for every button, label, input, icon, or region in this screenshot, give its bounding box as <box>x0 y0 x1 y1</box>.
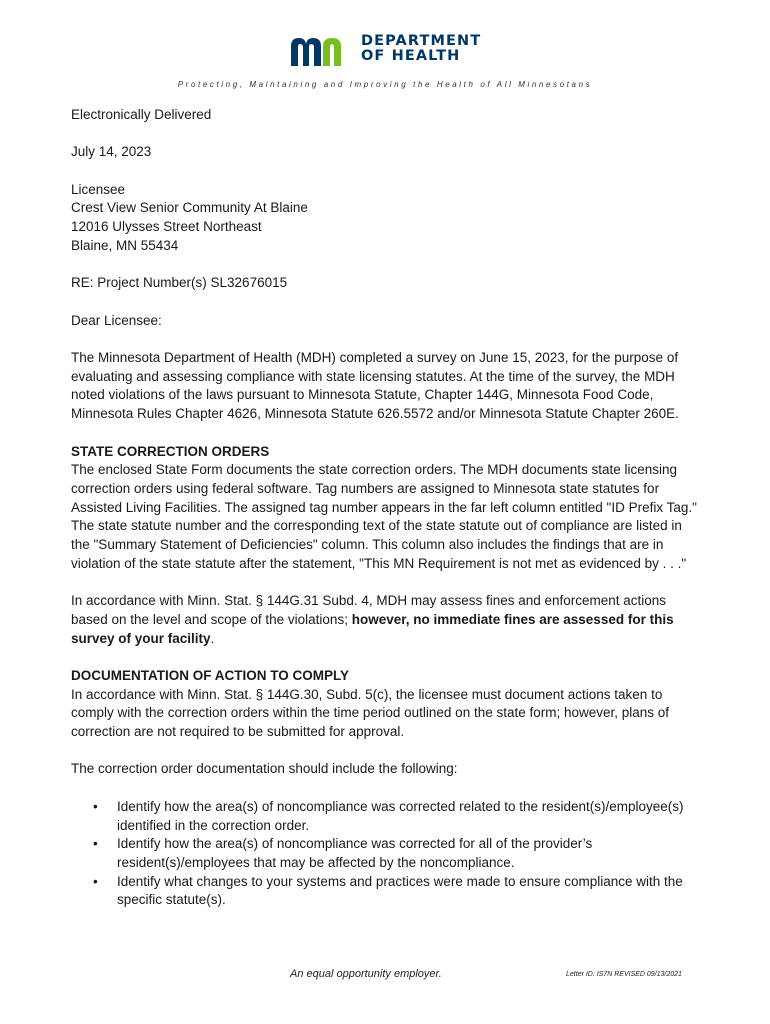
list-item-text: Identify how the area(s) of noncompliance was corrected for all of the provider’s resident(s)/employees that may be affected by the noncompliance. <box>117 836 593 870</box>
intro-paragraph: The Minnesota Department of Health (MDH) completed a survey on June 15, 2023, for the purpose of evaluating and assessing compliance with state licensing statutes. At the time of the survey, the MDH noted violations of the laws pursuant to Minnesota Statute, Chapter 144G, Minnesota Food Code, Minnesota Rules Chapter 4626, Minnesota Statute 626.5572 and/or Minnesota Statute Chapter 260E. <box>71 350 679 422</box>
logo-line-2: OF HEALTH <box>361 48 461 64</box>
requirements-list <box>71 798 701 910</box>
address-line: Crest View Senior Community At Blaine <box>71 200 308 216</box>
re-line: RE: Project Number(s) SL32676015 <box>71 275 288 291</box>
list-item <box>71 835 701 872</box>
logo-line-1: DEPARTMENT <box>361 33 482 49</box>
list-item <box>71 873 701 910</box>
address-line: Licensee <box>71 181 126 197</box>
mn-logo-mark <box>289 36 353 66</box>
logo-wordmark <box>361 34 481 64</box>
list-item <box>71 798 701 835</box>
letter-date: July 14, 2023 <box>71 144 152 160</box>
fines-text: In accordance with Minn. Stat. § 144G.31 Subd. 4, MDH may assess fines and enforcement actions based on the level and scope of the violations; <box>71 593 667 627</box>
section-heading-documentation: DOCUMENTATION OF ACTION TO COMPLY <box>71 667 349 683</box>
salutation: Dear Licensee: <box>71 312 162 328</box>
delivery-method: Electronically Delivered <box>71 107 212 122</box>
section-heading-state-correction: STATE CORRECTION ORDERS <box>71 443 270 459</box>
list-item-text: Identify what changes to your systems and practices were made to ensure compliance with the specific statute(s). <box>117 873 683 908</box>
tagline: Protecting, Maintaining and Improving the Health of All Minnesotans <box>177 80 593 89</box>
documentation-paragraph: In accordance with Minn. Stat. § 144G.30, Subd. 5(c), the licensee must document actions taken to comply with the correction orders within the time period outlined on the state form; however, plans of correction are not required to be submitted for approval. <box>71 686 670 740</box>
letter-body <box>71 106 701 910</box>
fines-end: . <box>210 630 215 646</box>
list-intro: The correction order documentation should include the following: <box>71 761 458 777</box>
fines-paragraph <box>71 592 701 648</box>
mdh-logo <box>289 34 489 70</box>
recipient-address <box>71 181 701 256</box>
bullet-icon: • <box>93 798 98 814</box>
address-line: Blaine, MN 55434 <box>71 237 179 253</box>
list-item-text: Identify how the area(s) of noncompliance was corrected related to the resident(s)/employee(s) identified in the correction order. <box>117 798 684 833</box>
state-correction-paragraph: The enclosed State Form documents the state correction orders. The MDH documents state licensing correction orders using federal software. Tag numbers are assigned to Minnesota state statutes for Assisted Living Facilities. The assigned tag number appears in the far left column entitled "ID Prefix Tag." The state statute number and the corresponding text of the state statute out of compliance are listed in the "Summary Statement of Deficiencies" column. This column also includes the findings that are in violation of the state statute after the statement, "This MN Requirement is not met as evidenced by . . ." <box>71 462 697 571</box>
letter-id: Letter ID: IS7N REVISED 09/13/2021 <box>566 971 682 978</box>
address-line: 12016 Ulysses Street Northeast <box>71 219 262 235</box>
equal-opportunity-text: An equal opportunity employer. <box>290 968 442 980</box>
bullet-icon: • <box>93 873 98 889</box>
page-footer <box>0 968 770 988</box>
bullet-icon: • <box>93 836 98 852</box>
fines-bold-text: however, no immediate fines are assessed for this survey of your facility <box>71 611 674 646</box>
